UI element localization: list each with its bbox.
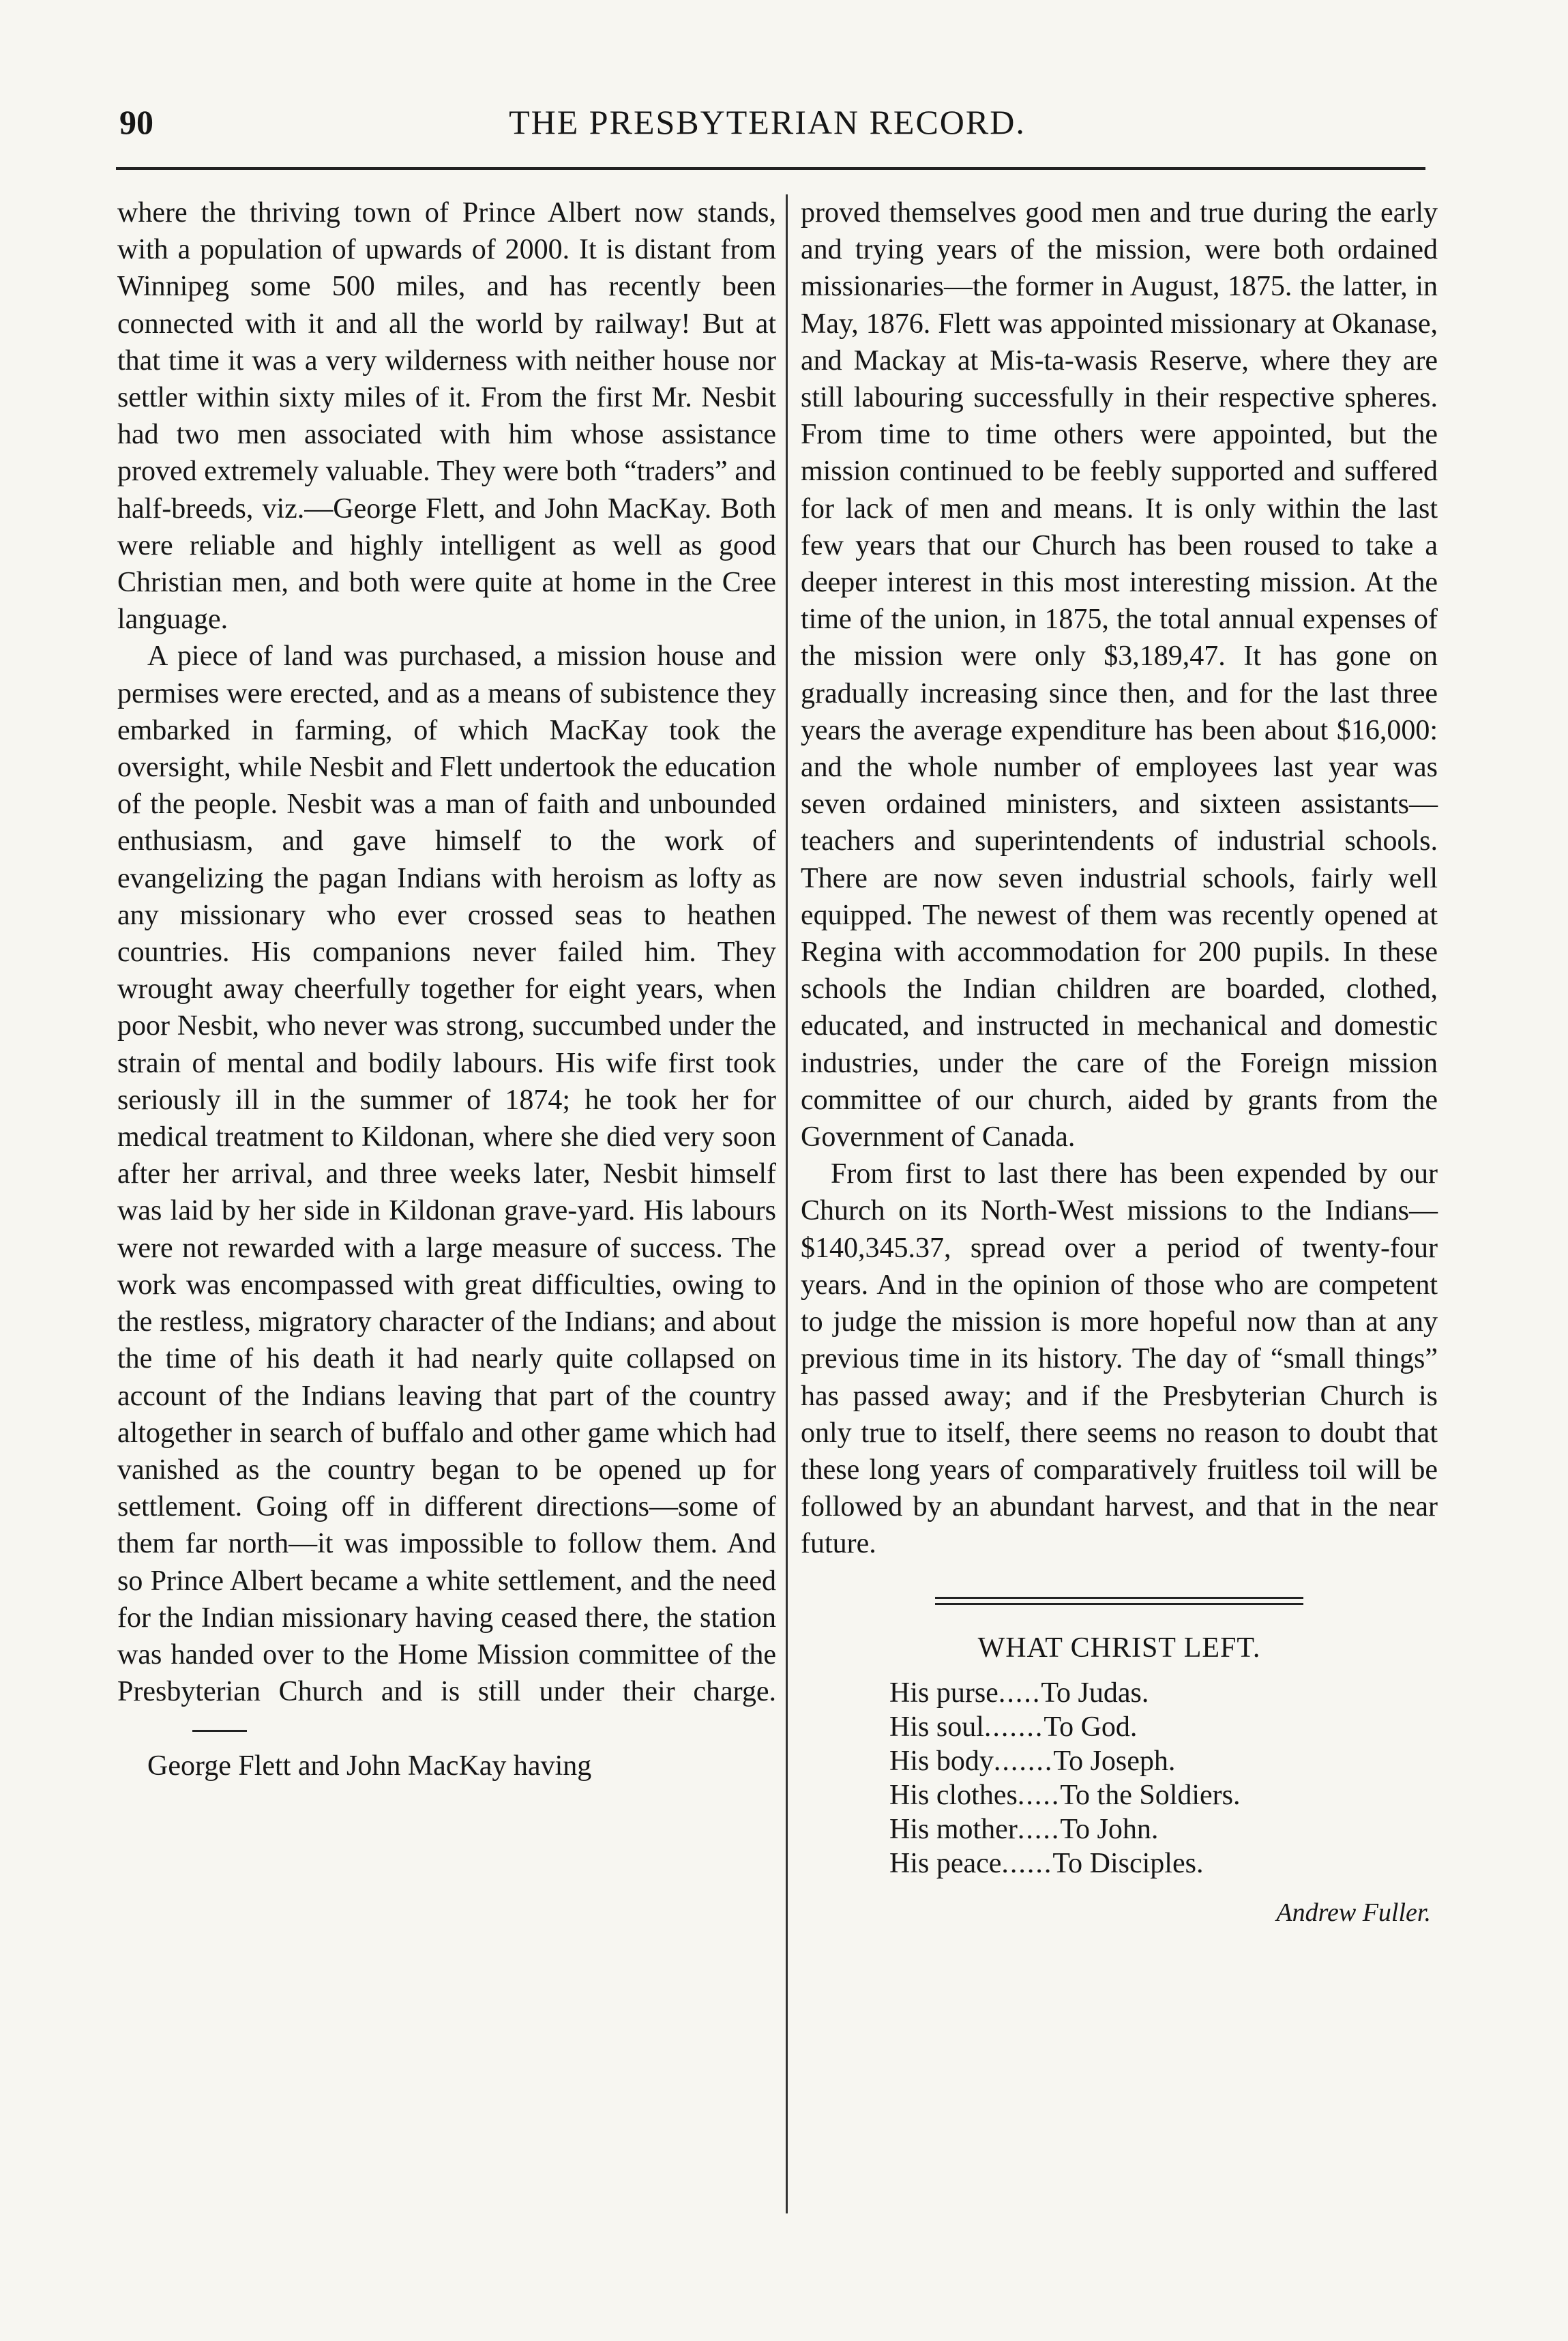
poem-leader-dots: ..... xyxy=(998,1677,1041,1709)
poem-recipient: To the Soldiers. xyxy=(1060,1779,1241,1811)
poem-recipient: To Joseph. xyxy=(1053,1745,1176,1777)
poem-title: WHAT CHRIST LEFT. xyxy=(977,1632,1261,1664)
header-rule xyxy=(116,167,1425,170)
poem-line xyxy=(889,1812,1438,1846)
poem-leader-dots: ..... xyxy=(1017,1779,1061,1811)
paragraph: proved themselves good men and true during the early and trying years of the mission, were both ordained missionaries—the former in August, 1875. the latter, in May, 1876. Flett was appointed missionary at Okanase, and Mackay at Mis-ta-wasis Reserve, where they are still labouring successfully in their respective spheres. From time to time others were appointed, but the mission continued to be feebly supported and suffered for lack of men and means. It is only within the last few years that our Church has been roused to take a deeper interest in this most interesting mission. At the time of the union, in 1875, the total annual expenses of the mission were only $3,189,47. It has gone on gradually increasing since then, and for the last three years the average expenditure has been about $16,000: and the whole number of employees last year was seven ordained ministers, and sixteen assistants—teachers and superintendents of industrial schools. There are now seven industrial schools, fairly well equipped. The newest of them was recently opened at Regina with accommodation for 200 pupils. In these schools the Indian children are boarded, clothed, educated, and instructed in mechanical and domestic industries, under the care of the Foreign mission committee of our church, aided by grants from the Government of Canada. xyxy=(801,197,1438,1153)
page-header xyxy=(119,102,1415,150)
poem-attribution: Andrew Fuller. xyxy=(1276,1898,1431,1927)
paragraph-text: A piece of land was purchased, a mission house and permises were erected, and as a means of subistence they embarked in farming, of which MacKay took the oversight, while Nesbit and Flett undertook the education of the people. Nesbit was a man of faith and unbounded enthusiasm, and gave himself to the work of evangelizing the pagan Indians with heroism as lofty as any missionary who ever crossed seas to heathen countries. His companions never failed him. They wrought away cheerfully together for eight years, when poor Nesbit, who never was strong, succumbed under the strain of mental and bodily labours. His wife first took seriously ill in the summer of 1874; he took her for medical treatment to Kildonan, where she died very soon after her arrival, and three weeks later, Nesbit himself was laid by her side in Kildonan grave-yard. His labours were not rewarded with a large measure of success. The work was encompassed with great difficulties, owing to the restless, migratory character of the Indians; and about the time of his death it had nearly quite collapsed on account of the Indians leaving that part of the country altogether in search of buffalo and other game which had vanished as the country began to be opened up for settlement. Going off in different directions—some of them far north—it was impossible to follow them. And so Prince Albert became a white settlement, and the need for the Indian missionary having ceased there, the station was handed over to the Home Mission committee of the Presbyterian Church and is still under their charge. xyxy=(117,641,776,1708)
poem-subject: His body xyxy=(889,1745,994,1777)
poem-line xyxy=(889,1778,1438,1812)
poem xyxy=(889,1676,1438,1881)
rule-line xyxy=(935,1597,1303,1599)
page-number: 90 xyxy=(119,103,153,141)
paragraph: where the thriving town of Prince Albert now stands, with a population of upwards of 2000. It is distant from Winnipeg some 500 miles, and has recently been connected with it and all the world by railway! But at that time it was a very wilderness with neither house nor settler within sixty miles of it. From the first Mr. Nesbit had two men associated with him whose assistance proved extremely valuable. They were both “traders” and half-breeds, viz.—George Flett, and John MacKay. Both were reliable and highly intelligent as well as good Christian men, and both were quite at home in the Cree language. xyxy=(117,197,776,636)
poem-subject: His mother xyxy=(889,1813,1018,1845)
poem-subject: His soul xyxy=(889,1711,984,1743)
double-rule xyxy=(935,1597,1303,1605)
poem-line xyxy=(889,1744,1438,1778)
poem-recipient: To Disciples. xyxy=(1052,1847,1204,1879)
poem-subject: His peace xyxy=(889,1847,1002,1879)
poem-leader-dots: ..... xyxy=(1017,1813,1061,1845)
paragraph xyxy=(117,638,776,1747)
poem-leader-dots: ....... xyxy=(983,1711,1044,1743)
poem-recipient: To God. xyxy=(1044,1711,1138,1743)
poem-subject: His clothes xyxy=(889,1779,1018,1811)
poem-leader-dots: ...... xyxy=(1001,1847,1053,1879)
poem-leader-dots: ....... xyxy=(993,1745,1054,1777)
paragraph: George Flett and John MacKay having xyxy=(147,1750,592,1782)
poem-recipient: To Judas. xyxy=(1041,1677,1149,1709)
left-column xyxy=(117,194,776,1784)
right-column xyxy=(801,194,1438,1931)
column-divider xyxy=(786,194,788,2213)
poem-subject: His purse xyxy=(889,1677,999,1709)
poem-line xyxy=(889,1846,1438,1881)
poem-line xyxy=(889,1676,1438,1710)
poem-recipient: To John. xyxy=(1060,1813,1159,1845)
poem-line xyxy=(889,1710,1438,1744)
rule-line xyxy=(935,1603,1303,1605)
paragraph: From first to last there has been expended by our Church on its North-West missions to the Indians—$140,345.37, spread over a period of twenty-four years. And in the opinion of those who are competent to judge the mission is more hopeful now than at any previous time in its history. The day of “small things” has passed away; and if the Presbyterian Church is only true to itself, there seems no reason to doubt that these long years of comparatively fruitless toil will be followed by an abundant harvest, and that in the near future. xyxy=(801,1158,1438,1560)
running-title: THE PRESBYTERIAN RECORD. xyxy=(509,103,1026,141)
section-rule xyxy=(192,1730,247,1732)
